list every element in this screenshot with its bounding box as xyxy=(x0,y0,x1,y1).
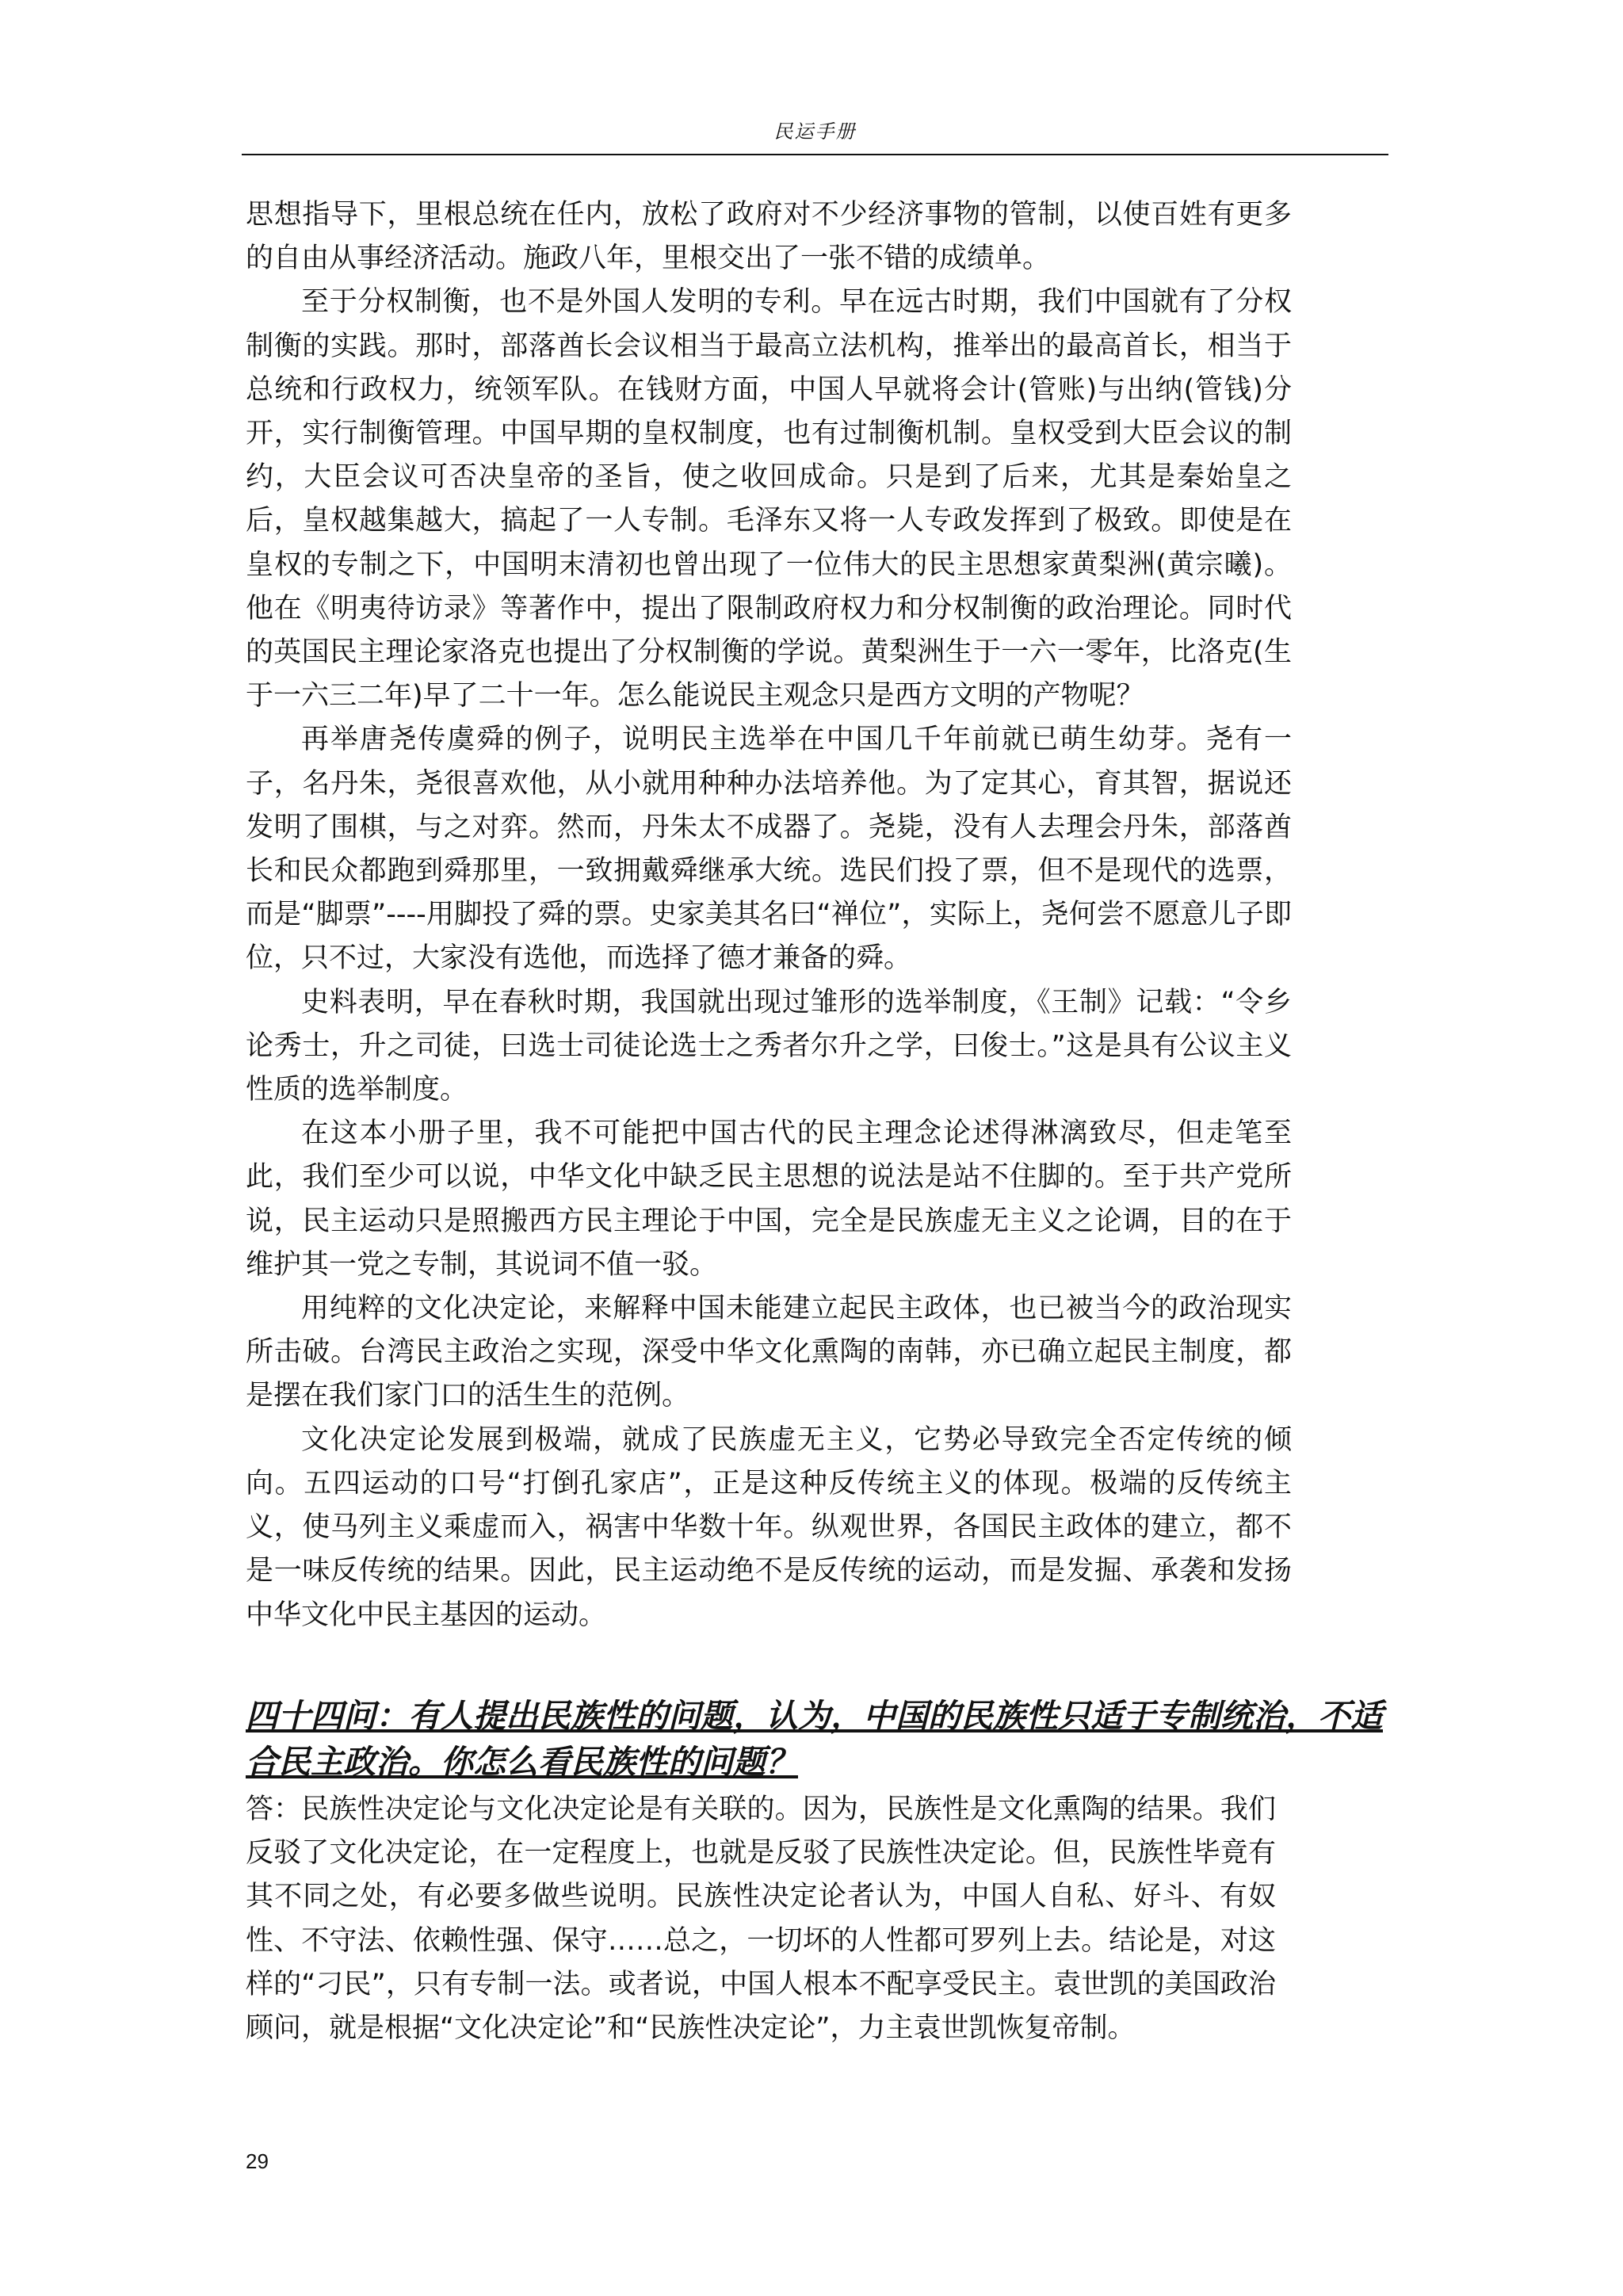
paragraph-4: 史料表明，早在春秋时期，我国就出现过雏形的选举制度，《王制》记载：“令乡论秀士，升之司徒，曰选士司徒论选士之秀者尔升之学，曰俊士。”这是具有公议主义性质的选举制度。 xyxy=(246,986,1292,1106)
header-divider xyxy=(242,154,1388,155)
page-number: 29 xyxy=(246,2149,269,2173)
question-heading: 四十四问：有人提出民族性的问题，认为，中国的民族性只适于专制统治，不适合民主政治。你怎么看民族性的问题？ xyxy=(246,1697,1383,1781)
answer-text xyxy=(246,1788,1276,2050)
paragraph-6: 用纯粹的文化决定论，来解释中国未能建立起民主政体，也已被当今的政治现实所击破。台湾民主政治之实现，深受中华文化熏陶的南韩，亦已确立起民主制度，都是摆在我们家门口的活生生的范例。 xyxy=(246,1293,1292,1412)
paragraph-1: 思想指导下，里根总统在任内，放松了政府对不少经济事物的管制，以使百姓有更多的自由从事经济活动。施政八年，里根交出了一张不错的成绩单。 xyxy=(246,199,1292,275)
paragraph-3: 再举唐尧传虞舜的例子，说明民主选举在中国几千年前就已萌生幼芽。尧有一子，名丹朱，尧很喜欢他，从小就用种种办法培养他。为了定其心，育其智，据说还发明了围棋，与之对弈。然而，丹朱太不成器了。尧毙，没有人去理会丹朱，部落酋长和民众都跑到舜那里，一致拥戴舜继承大统。选民们投了票，但不是现代的选票，而是“脚票”----用脚投了舜的票。史家美其名曰“禅位”，实际上，尧何尝不愿意儿子即位，只不过，大家没有选他，而选择了德才兼备的舜。 xyxy=(246,724,1292,975)
paragraph-2: 至于分权制衡，也不是外国人发明的专利。早在远古时期，我们中国就有了分权制衡的实践。那时，部落酋长会议相当于最高立法机构，推举出的最高首长，相当于总统和行政权力，统领军队。在钱财方面，中国人早就将会计(管账)与出纳(管钱)分开，实行制衡管理。中国早期的皇权制度，也有过制衡机制。皇权受到大臣会议的制约，大臣会议可否决皇帝的圣旨，使之收回成命。只是到了后来，尤其是秦始皇之后，皇权越集越大，搞起了一人专制。毛泽东又将一人专政发挥到了极致。即使是在皇权的专制之下，中国明末清初也曾出现了一位伟大的民主思想家黄梨洲(黄宗曦)。他在《明夷待访录》等著作中，提出了限制政府权力和分权制衡的政治理论。同时代的英国民主理论家洛克也提出了分权制衡的学说。黄梨洲生于一六一零年，比洛克(生于一六三二年)早了二十一年。怎么能说民主观念只是西方文明的产物呢？ xyxy=(246,286,1292,712)
body-text xyxy=(246,193,1292,1637)
paragraph-5: 在这本小册子里，我不可能把中国古代的民主理念论述得淋漓致尽，但走笔至此，我们至少可以说，中华文化中缺乏民主思想的说法是站不住脚的。至于共产党所说，民主运动只是照搬西方民主理论于中国，完全是民族虚无主义之论调，目的在于维护其一党之专制，其说词不值一驳。 xyxy=(246,1117,1292,1281)
running-header: 民运手册 xyxy=(773,120,857,143)
answer-paragraph: 答：民族性决定论与文化决定论是有关联的。因为，民族性是文化熏陶的结果。我们反驳了文化决定论，在一定程度上，也就是反驳了民族性决定论。但，民族性毕竟有其不同之处，有必要多做些说明。民族性决定论者认为，中国人自私、好斗、有奴性、不守法、依赖性强、保守……总之，一切坏的人性都可罗列上去。结论是，对这样的“刁民”，只有专制一法。或者说，中国人根本不配享受民主。袁世凯的美国政治顾问，就是根据“文化决定论”和“民族性决定论”，力主袁世凯恢复帝制。 xyxy=(246,1794,1276,2045)
paragraph-7: 文化决定论发展到极端，就成了民族虚无主义，它势必导致完全否定传统的倾向。五四运动的口号“打倒孔家店”，正是这种反传统主义的体现。极端的反传统主义，使马列主义乘虚而入，祸害中华数十年。纵观世界，各国民主政体的建立，都不是一味反传统的结果。因此，民主运动绝不是反传统的运动，而是发掘、承袭和发扬中华文化中民主基因的运动。 xyxy=(246,1423,1292,1631)
